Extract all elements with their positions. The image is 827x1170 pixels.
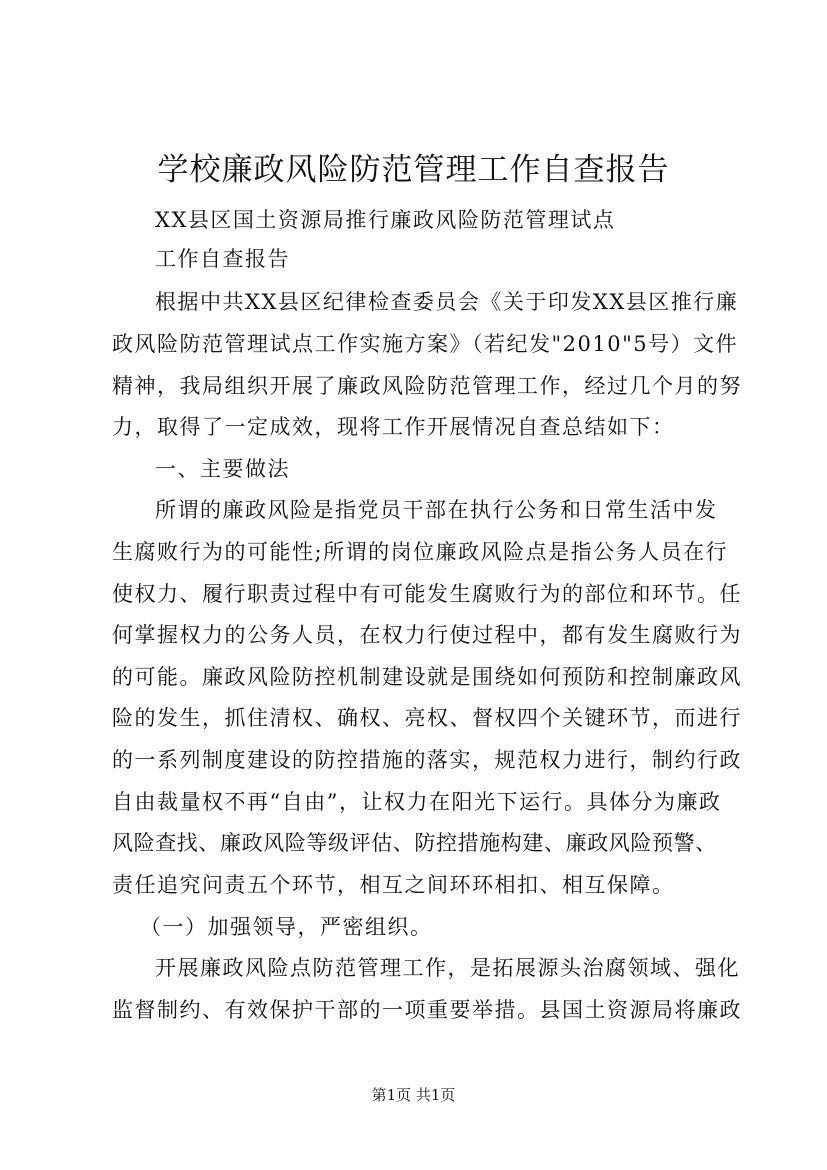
body-line: 生腐败行为的可能性;所谓的岗位廉政风险点是指公务人员在行 (112, 540, 729, 564)
subsection-heading: （一）加强领导，严密组织。 (140, 915, 433, 939)
subtitle-line-2: 工作自查报告 (155, 247, 290, 271)
body-line: 使权力、履行职责过程中有可能发生腐败行为的部位和环节。任 (112, 582, 742, 606)
section-heading: 一、主要做法 (155, 457, 290, 481)
body-line: 开展廉政风险点防范管理工作，是拓展源头治腐领域、强化 (155, 956, 740, 980)
body-line: 根据中共XX县区纪律检查委员会《关于印发XX县区推行廉 (155, 290, 739, 314)
body-line: 政风险防范管理试点工作实施方案》（若纪发"2010"5号）文件 (112, 332, 739, 356)
body-line: 所谓的廉政风险是指党员干部在执行公务和日常生活中发 (155, 498, 718, 522)
body-line: 的可能。廉政风险防控机制建设就是围绕如何预防和控制廉政风 (112, 665, 742, 689)
body-line: 责任追究问责五个环节，相互之间环环相扣、相互保障。 (112, 873, 675, 897)
body-line: 何掌握权力的公务人员，在权力行使过程中，都有发生腐败行为 (112, 623, 742, 647)
body-line: 险的发生，抓住清权、确权、亮权、督权四个关键环节，而进行 (112, 706, 742, 730)
body-line: 风险查找、廉政风险等级评估、防控措施构建、廉政风险预警、 (112, 831, 717, 855)
body-line: 监督制约、有效保护干部的一项重要举措。县国土资源局将廉政 (112, 998, 742, 1022)
page-footer: 第1页 共1页 (371, 1086, 456, 1104)
body-line: 的一系列制度建设的防控措施的落实，规范权力进行，制约行政 (112, 748, 742, 772)
body-line: 精神，我局组织开展了廉政风险防范管理工作，经过几个月的努 (112, 374, 742, 398)
body-line: 自由裁量权不再“自由”，让权力在阳光下运行。具体分为廉政 (112, 790, 722, 814)
subtitle-line-1: XX县区国土资源局推行廉政风险防范管理试点 (155, 208, 616, 232)
body-line: 力，取得了一定成效，现将工作开展情况自查总结如下： (112, 415, 675, 439)
document-title: 学校廉政风险防范管理工作自查报告 (157, 152, 670, 188)
